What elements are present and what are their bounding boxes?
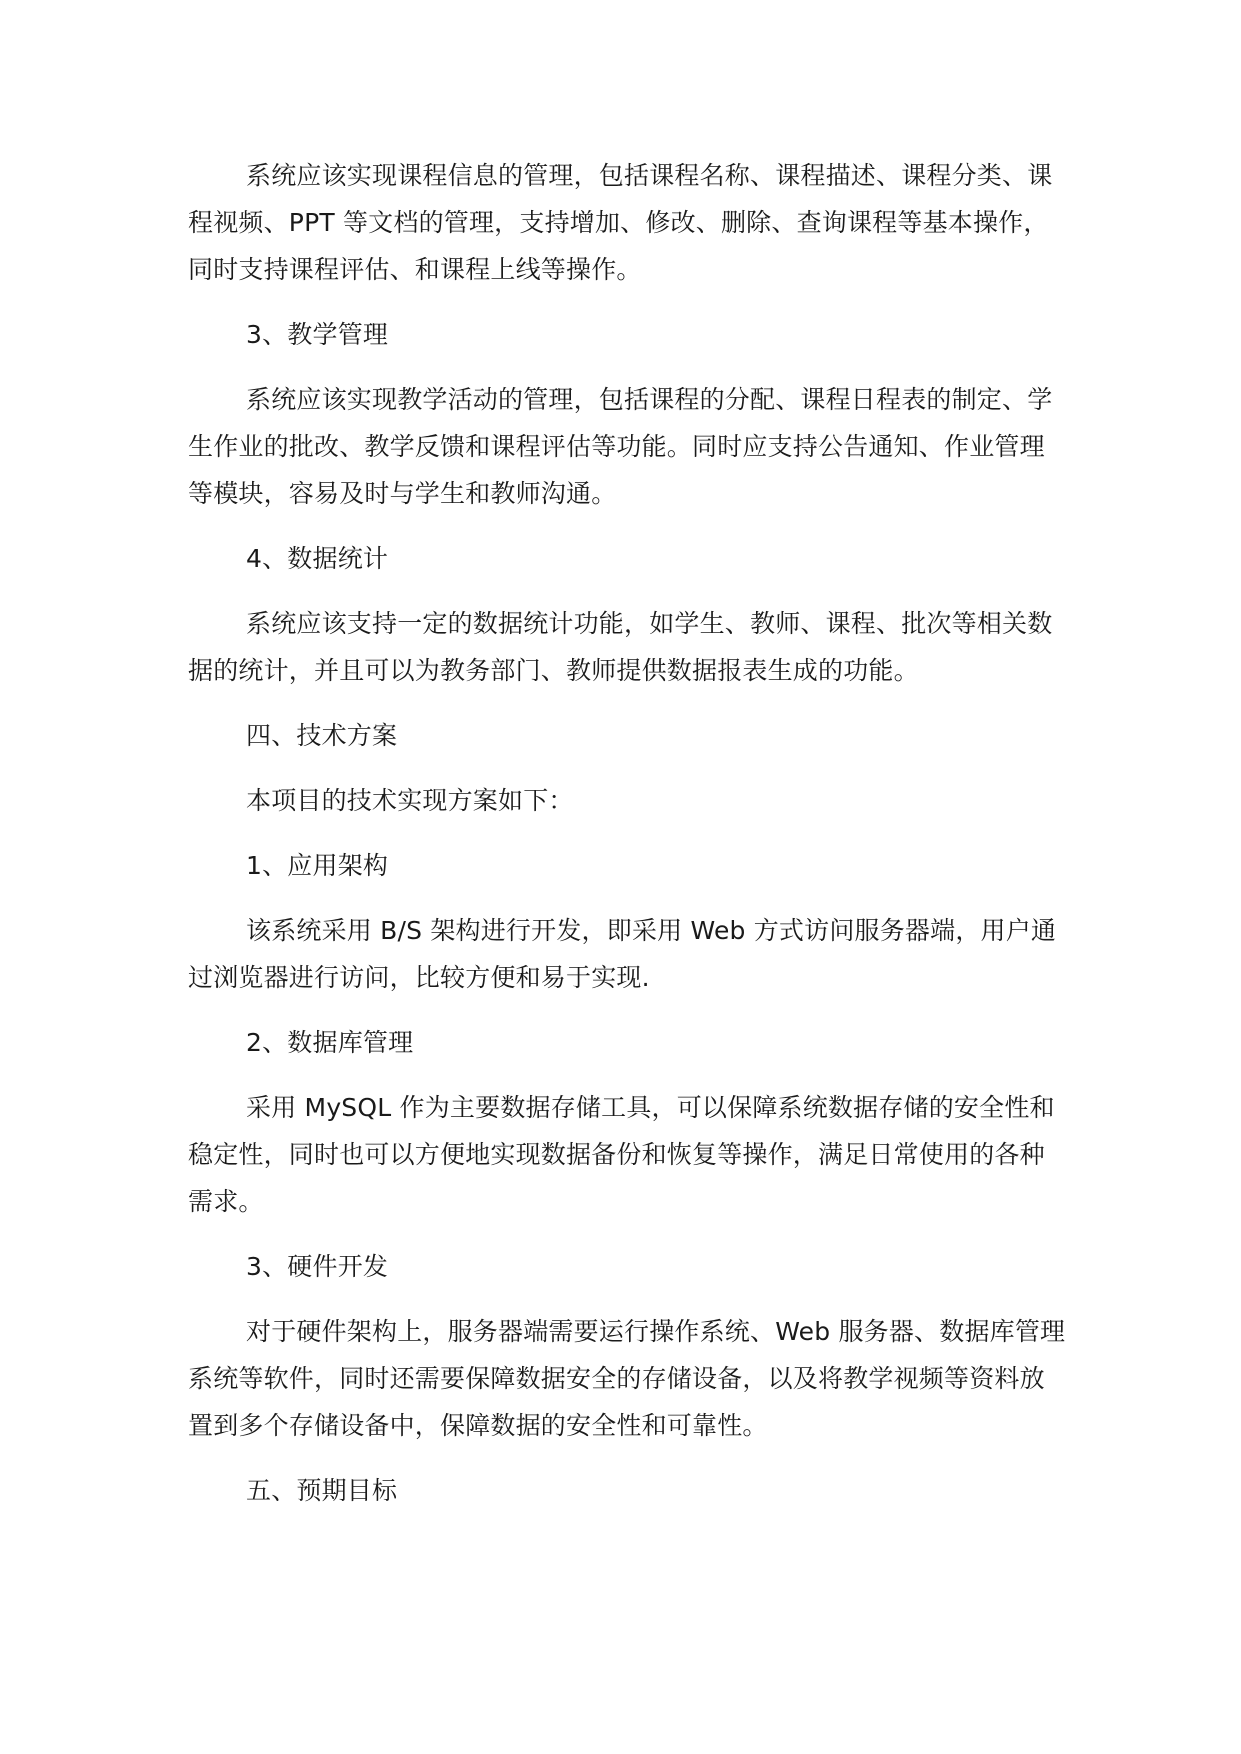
heading-teaching-management: 3、教学管理 bbox=[246, 320, 389, 349]
paragraph-application-architecture: 该系统采用 B/S 架构进行开发，即采用 Web 方式访问服务器端，用户通过浏览器进行访问，比较方便和易于实现. bbox=[188, 916, 1057, 992]
heading-technical-plan: 四、技术方案 bbox=[246, 721, 398, 750]
paragraph-course-management: 系统应该实现课程信息的管理，包括课程名称、课程描述、课程分类、课程视频、PPT 等文档的管理，支持增加、修改、删除、查询课程等基本操作，同时支持课程评估、和课程上线等操作。 bbox=[188, 161, 1053, 284]
paragraph-technical-intro: 本项目的技术实现方案如下： bbox=[246, 786, 574, 815]
paragraph-data-statistics: 系统应该支持一定的数据统计功能，如学生、教师、课程、批次等相关数据的统计，并且可以为教务部门、教师提供数据报表生成的功能。 bbox=[188, 609, 1053, 685]
paragraph-teaching-management: 系统应该实现教学活动的管理，包括课程的分配、课程日程表的制定、学生作业的批改、教学反馈和课程评估等功能。同时应支持公告通知、作业管理等模块，容易及时与学生和教师沟通。 bbox=[188, 385, 1053, 508]
document-body bbox=[188, 152, 1068, 1532]
paragraph-hardware-development: 对于硬件架构上，服务器端需要运行操作系统、Web 服务器、数据库管理系统等软件，同时还需要保障数据安全的存储设备，以及将教学视频等资料放置到多个存储设备中，保障数据的安全性和可靠性。 bbox=[188, 1317, 1066, 1440]
heading-hardware-development: 3、硬件开发 bbox=[246, 1252, 389, 1281]
heading-database-management: 2、数据库管理 bbox=[246, 1028, 414, 1057]
heading-expected-goals: 五、预期目标 bbox=[246, 1476, 398, 1505]
heading-application-architecture: 1、应用架构 bbox=[246, 851, 389, 880]
paragraph-database-management: 采用 MySQL 作为主要数据存储工具，可以保障系统数据存储的安全性和稳定性，同时也可以方便地实现数据备份和恢复等操作，满足日常使用的各种需求。 bbox=[188, 1093, 1055, 1216]
heading-data-statistics: 4、数据统计 bbox=[246, 544, 389, 573]
